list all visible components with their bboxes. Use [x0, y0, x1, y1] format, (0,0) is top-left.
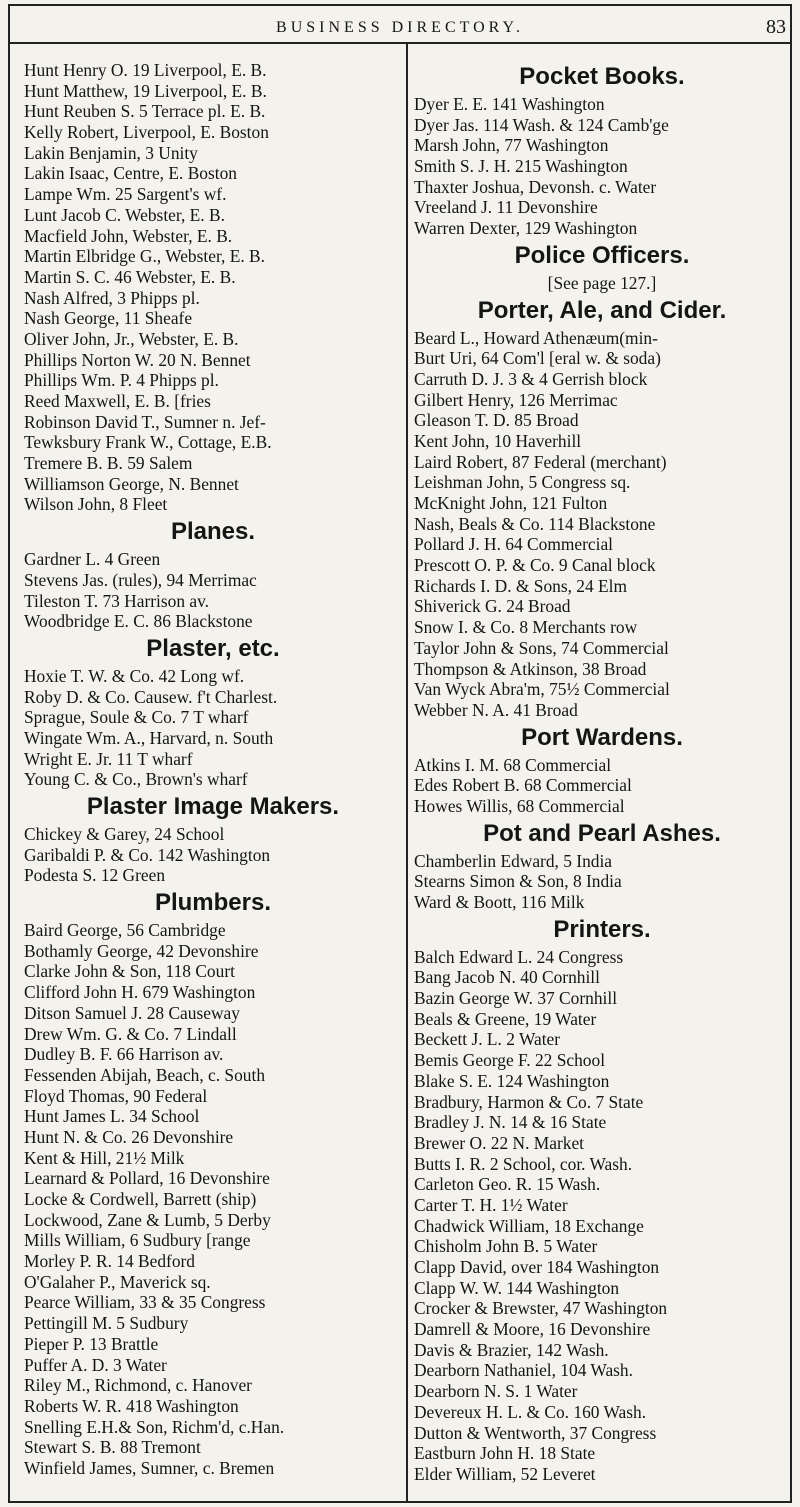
directory-entry: Chamberlin Edward, 5 India	[414, 850, 613, 871]
directory-entry: Young C. & Co., Brown's wharf	[24, 769, 248, 790]
directory-entry: Podesta S. 12 Green	[24, 865, 166, 886]
directory-entry: Woodbridge E. C. 86 Blackstone	[24, 611, 253, 632]
directory-entry: Carter T. H. 1½ Water	[414, 1194, 568, 1215]
directory-entry: McKnight John, 121 Fulton	[414, 493, 608, 513]
directory-entry: Mills William, 6 Sudbury [range	[24, 1230, 251, 1251]
section-heading: Plaster, etc.	[146, 634, 280, 662]
directory-entry: Snow I. & Co. 8 Merchants row	[414, 617, 638, 638]
directory-entry: Roby D. & Co. Causew. f't Charlest.	[24, 686, 278, 707]
directory-entry: Bang Jacob N. 40 Cornhill	[414, 967, 600, 988]
directory-entry: Gardner L. 4 Green	[24, 549, 161, 570]
directory-entry: Lakin Benjamin, 3 Unity	[24, 142, 198, 163]
directory-entry: Van Wyck Abra'm, 75½ Commercial	[414, 679, 670, 700]
directory-entry: Wilson John, 8 Fleet	[24, 494, 168, 515]
directory-entry: Hunt N. & Co. 26 Devonshire	[24, 1126, 234, 1147]
directory-entry: Beckett J. L. 2 Water	[414, 1029, 561, 1050]
directory-entry: Kent & Hill, 21½ Milk	[24, 1147, 185, 1168]
section-heading: Pot and Pearl Ashes.	[483, 819, 721, 847]
directory-entry: Learnard & Pollard, 16 Devonshire	[24, 1168, 270, 1189]
directory-entry: Damrell & Moore, 16 Devonshire	[414, 1319, 651, 1340]
directory-entry: Morley P. R. 14 Bedford	[24, 1251, 196, 1272]
directory-entry: Kelly Robert, Liverpool, E. Boston	[24, 122, 269, 143]
directory-entry: Beals & Greene, 19 Water	[414, 1008, 597, 1029]
directory-entry: Eastburn John H. 18 State	[414, 1443, 596, 1464]
section-heading: Pocket Books.	[519, 63, 685, 90]
directory-entry: Kent John, 10 Haverhill	[414, 430, 582, 451]
directory-entry: Puffer A. D. 3 Water	[24, 1354, 167, 1375]
header-title: BUSINESS DIRECTORY.	[276, 19, 524, 36]
directory-entry: Oliver John, Jr., Webster, E. B.	[24, 328, 239, 349]
section-heading: Police Officers.	[514, 241, 690, 269]
directory-entry: Atkins I. M. 68 Commercial	[414, 754, 612, 775]
directory-entry: Richards I. D. & Sons, 24 Elm	[414, 575, 628, 596]
directory-entry: Dudley B. F. 66 Harrison av.	[24, 1044, 224, 1065]
directory-entry: Snelling E.H.& Son, Richm'd, c.Han.	[24, 1416, 285, 1437]
directory-entry: Macfield John, Webster, E. B.	[24, 225, 233, 246]
directory-entry: Beard L., Howard Athenæum(min-	[414, 327, 658, 348]
directory-entry: Hunt James L. 34 School	[24, 1106, 200, 1127]
directory-entry: Elder William, 52 Leveret	[414, 1463, 596, 1484]
directory-entry: Martin S. C. 46 Webster, E. B.	[24, 266, 236, 287]
directory-entry: Bothamly George, 42 Devonshire	[24, 940, 259, 961]
directory-entry: Hunt Henry O. 19 Liverpool, E. B.	[24, 60, 267, 80]
directory-entry: Shiverick G. 24 Broad	[414, 596, 571, 617]
section-heading: Port Wardens.	[521, 723, 683, 751]
section-note: [See page 127.]	[547, 272, 657, 293]
directory-entry: Winfield James, Sumner, c. Bremen	[24, 1457, 275, 1478]
directory-entry: Nash Alfred, 3 Phipps pl.	[24, 287, 200, 308]
directory-entry: Dearborn Nathaniel, 104 Wash.	[414, 1360, 633, 1381]
directory-entry: Lampe Wm. 25 Sargent's wf.	[24, 184, 227, 205]
directory-entry: Baird George, 56 Cambridge	[24, 920, 226, 941]
section-heading: Printers.	[553, 915, 651, 943]
directory-entry: Garibaldi P. & Co. 142 Washington	[24, 844, 271, 865]
directory-entry: Gleason T. D. 85 Broad	[414, 410, 579, 431]
directory-entry: Laird Robert, 87 Federal (merchant)	[414, 451, 667, 472]
directory-entry: Brewer O. 22 N. Market	[414, 1132, 584, 1153]
directory-entry: Stearns Simon & Son, 8 India	[414, 871, 622, 892]
directory-entry: Hunt Matthew, 19 Liverpool, E. B.	[24, 80, 267, 101]
directory-entry: Dearborn N. S. 1 Water	[414, 1381, 578, 1402]
directory-entry: Fessenden Abijah, Beach, c. South	[24, 1064, 266, 1085]
directory-entry: Warren Dexter, 129 Washington	[414, 218, 638, 239]
directory-entry: Davis & Brazier, 142 Wash.	[414, 1339, 609, 1360]
directory-entry: Taylor John & Sons, 74 Commercial	[414, 637, 669, 658]
directory-entry: Burt Uri, 64 Com'l [eral w. & soda)	[414, 348, 661, 369]
directory-entry: Sprague, Soule & Co. 7 T wharf	[24, 707, 249, 728]
directory-entry: Lakin Isaac, Centre, E. Boston	[24, 163, 237, 184]
directory-entry: Dutton & Wentworth, 37 Congress	[414, 1422, 657, 1443]
directory-entry: Blake S. E. 124 Washington	[414, 1070, 610, 1091]
directory-entry: Clarke John & Son, 118 Court	[24, 961, 235, 982]
directory-entry: Carleton Geo. R. 15 Wash.	[414, 1174, 601, 1195]
directory-entry: Vreeland J. 11 Devonshire	[414, 197, 598, 218]
directory-entry: Butts I. R. 2 School, cor. Wash.	[414, 1153, 633, 1174]
directory-entry: Thaxter Joshua, Devonsh. c. Water	[414, 176, 657, 197]
section-heading: Plumbers.	[154, 889, 272, 917]
directory-entry: Drew Wm. G. & Co. 7 Lindall	[24, 1023, 237, 1044]
directory-entry: Riley M., Richmond, c. Hanover	[24, 1375, 252, 1396]
directory-entry: Howes Willis, 68 Commercial	[414, 795, 625, 816]
directory-entry: Nash George, 11 Sheafe	[24, 308, 193, 329]
directory-entry: Ward & Boott, 116 Milk	[414, 892, 585, 912]
directory-entry: Martin Elbridge G., Webster, E. B.	[24, 246, 266, 267]
directory-entry: Reed Maxwell, E. B. [fries	[24, 391, 211, 411]
directory-entry: Tileston T. 73 Harrison av.	[24, 590, 210, 611]
directory-entry: Bradley J. N. 14 & 16 State	[414, 1112, 607, 1133]
directory-entry: Lockwood, Zane & Lumb, 5 Derby	[24, 1209, 271, 1230]
directory-entry: Ditson Samuel J. 28 Causeway	[24, 1002, 240, 1023]
left-column	[24, 60, 402, 1479]
directory-entry: Hoxie T. W. & Co. 42 Long wf.	[24, 665, 245, 686]
directory-entry: Nash, Beals & Co. 114 Blackstone	[414, 513, 656, 534]
directory-entry: Wingate Wm. A., Harvard, n. South	[24, 727, 274, 748]
directory-entry: Gilbert Henry, 126 Merrimac	[414, 389, 618, 410]
page-number: 83	[766, 16, 786, 38]
section-heading: Plaster Image Makers.	[86, 793, 340, 820]
directory-entry: Clapp W. W. 144 Washington	[414, 1277, 620, 1298]
directory-entry: Thompson & Atkinson, 38 Broad	[414, 658, 647, 679]
directory-entry: Williamson George, N. Bennet	[24, 473, 239, 494]
directory-entry: Hunt Reuben S. 5 Terrace pl. E. B.	[24, 101, 266, 122]
directory-entry: Stevens Jas. (rules), 94 Merrimac	[24, 569, 257, 590]
directory-entry: Crocker & Brewster, 47 Washington	[414, 1298, 668, 1319]
directory-entry: O'Galaher P., Maverick sq.	[24, 1271, 211, 1292]
column-divider	[406, 44, 408, 1501]
directory-entry: Phillips Norton W. 20 N. Bennet	[24, 349, 251, 370]
directory-entry: Bemis George F. 22 School	[414, 1050, 606, 1071]
directory-entry: Leishman John, 5 Congress sq.	[414, 472, 631, 493]
directory-entry: Carruth D. J. 3 & 4 Gerrish block	[414, 368, 648, 389]
directory-entry: Pearce William, 33 & 35 Congress	[24, 1292, 266, 1313]
directory-entry: Pettingill M. 5 Sudbury	[24, 1313, 189, 1334]
directory-entry: Stewart S. B. 88 Tremont	[24, 1437, 201, 1458]
directory-entry: Wright E. Jr. 11 T wharf	[24, 748, 193, 769]
right-column	[414, 60, 790, 1485]
directory-entry: Roberts W. R. 418 Washington	[24, 1395, 239, 1416]
directory-entry: Clifford John H. 679 Washington	[24, 982, 256, 1003]
directory-entry: Dyer Jas. 114 Wash. & 124 Camb'ge	[414, 114, 669, 135]
directory-entry: Clapp David, over 184 Washington	[414, 1257, 660, 1277]
section-heading: Planes.	[170, 518, 256, 546]
directory-entry: Chisholm John B. 5 Water	[414, 1236, 598, 1257]
directory-entry: Chadwick William, 18 Exchange	[414, 1215, 644, 1236]
section-heading: Porter, Ale, and Cider.	[477, 296, 727, 324]
directory-entry: Devereux H. L. & Co. 160 Wash.	[414, 1401, 647, 1422]
directory-entry: Robinson David T., Sumner n. Jef-	[24, 411, 266, 432]
directory-entry: Marsh John, 77 Washington	[414, 135, 609, 156]
directory-entry: Phillips Wm. P. 4 Phipps pl.	[24, 370, 219, 391]
directory-entry: Tewksbury Frank W., Cottage, E.B.	[24, 432, 272, 453]
directory-entry: Pollard J. H. 64 Commercial	[414, 534, 613, 555]
directory-entry: Webber N. A. 41 Broad	[414, 699, 578, 720]
directory-entry: Chickey & Garey, 24 School	[24, 824, 225, 844]
directory-entry: Floyd Thomas, 90 Federal	[24, 1085, 208, 1106]
directory-entry: Pieper P. 13 Brattle	[24, 1333, 159, 1354]
directory-entry: Balch Edward L. 24 Congress	[414, 946, 624, 967]
directory-entry: Tremere B. B. 59 Salem	[24, 453, 193, 474]
directory-entry: Bradbury, Harmon & Co. 7 State	[414, 1091, 644, 1112]
page-header	[10, 6, 790, 44]
directory-entry: Lunt Jacob C. Webster, E. B.	[24, 204, 225, 225]
directory-entry: Bazin George W. 37 Cornhill	[414, 988, 618, 1009]
directory-entry: Locke & Cordwell, Barrett (ship)	[24, 1189, 257, 1209]
directory-entry: Edes Robert B. 68 Commercial	[414, 775, 632, 796]
directory-entry: Smith S. J. H. 215 Washington	[414, 156, 628, 177]
directory-entry: Prescott O. P. & Co. 9 Canal block	[414, 555, 656, 576]
directory-entry: Dyer E. E. 141 Washington	[414, 94, 605, 114]
